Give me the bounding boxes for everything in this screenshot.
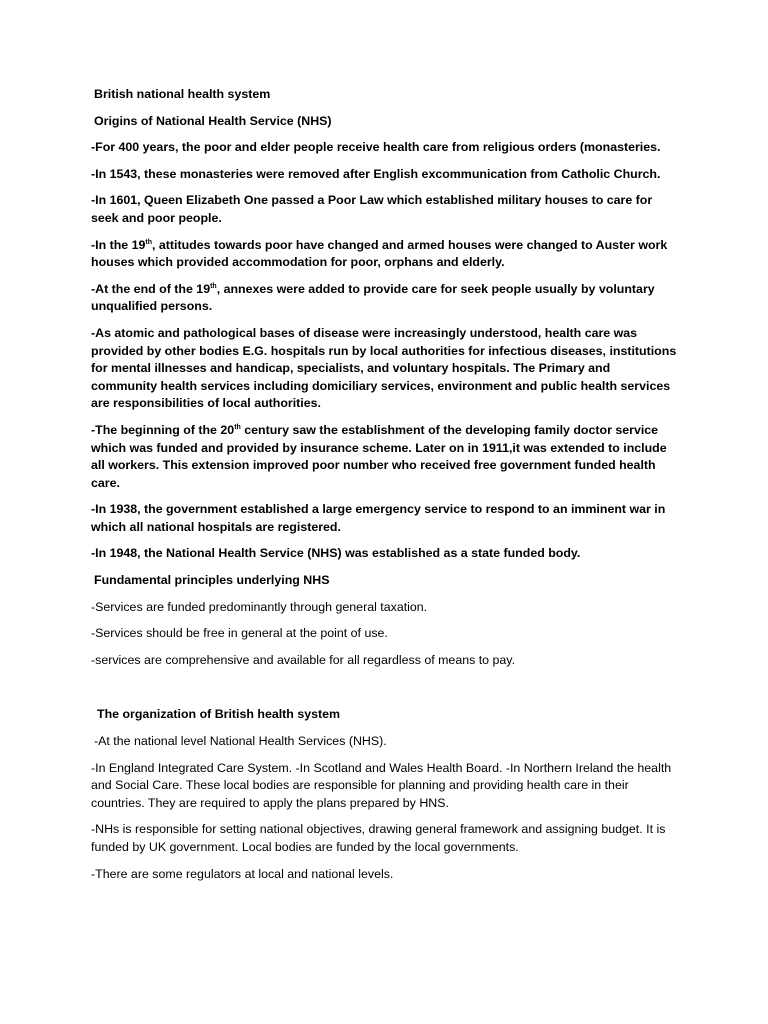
p4-superscript: th bbox=[145, 238, 152, 246]
origins-paragraph-4 bbox=[91, 237, 677, 272]
p7-text-a: -The beginning of the 20 bbox=[91, 422, 235, 437]
organization-paragraph-2: -In England Integrated Care System. -In Scotland and Wales Health Board. -In Northern Ireland the health and Social Care. These local bodies are responsible for planning and providing health care in their countries. They are required to apply the plans prepared by HNS. bbox=[91, 760, 672, 810]
organization-paragraph-4: -There are some regulators at local and national levels. bbox=[91, 866, 394, 881]
origins-heading: Origins of National Health Service (NHS) bbox=[94, 113, 332, 128]
section-spacer bbox=[91, 678, 677, 706]
principles-heading: Fundamental principles underlying NHS bbox=[94, 573, 330, 588]
p7-superscript: th bbox=[234, 423, 241, 431]
p7-text-b: century saw the establishment of the developing family doctor service which was funded and provided by insurance scheme. Later on in 1911,it was extended to include all workers. This extension improved poor number who received free government funded health care. bbox=[91, 422, 667, 490]
p5-text-b: , annexes were added to provide care for seek people usually by voluntary unqualified persons. bbox=[91, 281, 655, 314]
origins-paragraph-2: -In 1543, these monasteries were removed after English excommunication from Catholic Church. bbox=[91, 166, 661, 181]
origins-paragraph-7 bbox=[91, 422, 677, 492]
principle-2: -Services should be free in general at the point of use. bbox=[91, 626, 388, 641]
origins-paragraph-8: -In 1938, the government established a large emergency service to respond to an imminent war in which all national hospitals are registered. bbox=[91, 502, 666, 534]
organization-paragraph-3: -NHs is responsible for setting national objectives, drawing general framework and assigning budget. It is funded by UK government. Local bodies are funded by the local governments. bbox=[91, 822, 666, 854]
p5-text-a: -At the end of the 19 bbox=[91, 281, 211, 296]
origins-paragraph-5 bbox=[91, 281, 677, 316]
origins-paragraph-3: -In 1601, Queen Elizabeth One passed a Poor Law which established military houses to care for seek and poor people. bbox=[91, 193, 653, 225]
p4-text-a: -In the 19 bbox=[91, 237, 146, 252]
document-title: British national health system bbox=[94, 87, 271, 101]
principle-3: -services are comprehensive and available for all regardless of means to pay. bbox=[91, 652, 516, 667]
p5-superscript: th bbox=[210, 282, 217, 290]
document-body bbox=[91, 86, 677, 892]
p4-text-b: , attitudes towards poor have changed and armed houses were changed to Auster work houses which provided accommodation for poor, orphans and elderly. bbox=[91, 237, 668, 270]
organization-heading: The organization of British health system bbox=[97, 707, 341, 722]
organization-paragraph-1: -At the national level National Health Services (NHS). bbox=[94, 734, 387, 749]
origins-paragraph-9: -In 1948, the National Health Service (NHS) was established as a state funded body. bbox=[91, 546, 581, 561]
principle-1: -Services are funded predominantly through general taxation. bbox=[91, 599, 428, 614]
origins-paragraph-6: -As atomic and pathological bases of disease were increasingly understood, health care was provided by other bodies E.G. hospitals run by local authorities for infectious diseases, institutions for mental illnesses and handicap, specialists, and voluntary hospitals. The Primary and community health services including domiciliary services, environment and public health services are responsibilities of local authorities. bbox=[91, 325, 677, 411]
origins-paragraph-1: -For 400 years, the poor and elder people receive health care from religious orders (monasteries. bbox=[91, 140, 661, 155]
